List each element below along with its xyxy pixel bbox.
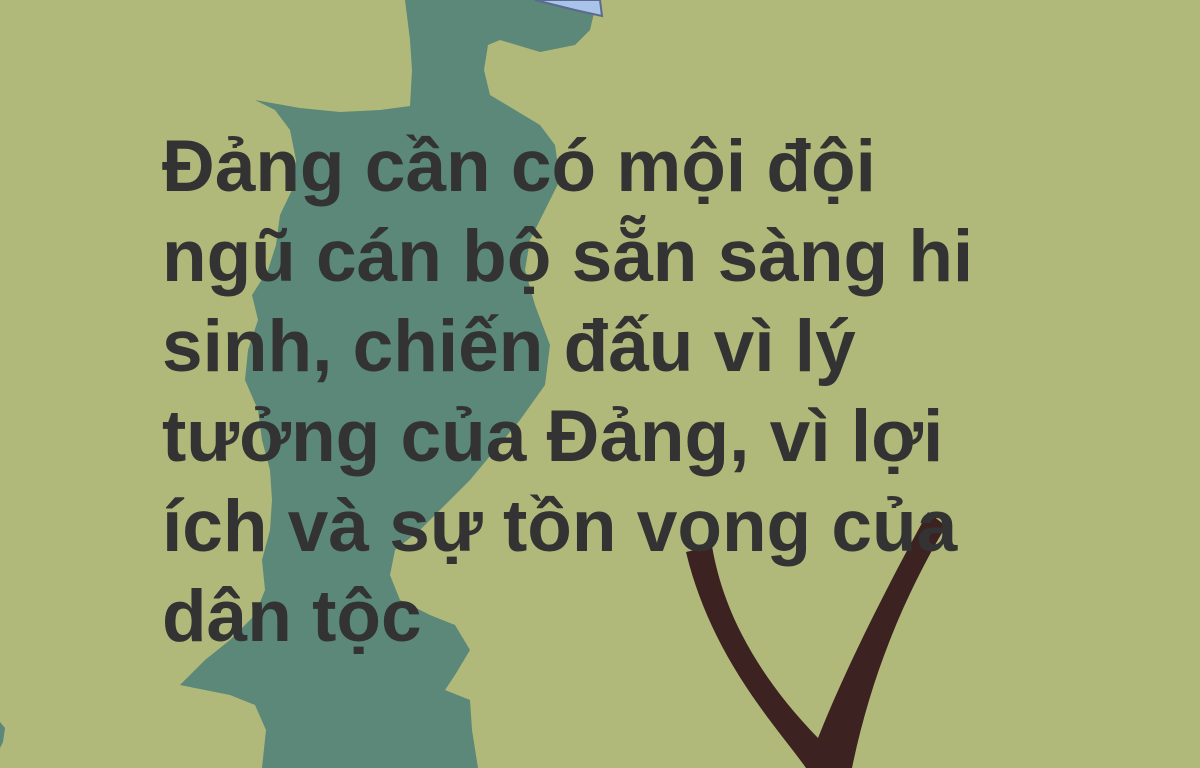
island-shape	[0, 722, 5, 748]
slide-body-text: Đảng cần có mội đội ngũ cán bộ sẵn sàng hi sinh, chiến đấu vì lý tưởng của Đảng, vì lợi ích và sự tồn vong của dân tộc	[162, 126, 974, 657]
